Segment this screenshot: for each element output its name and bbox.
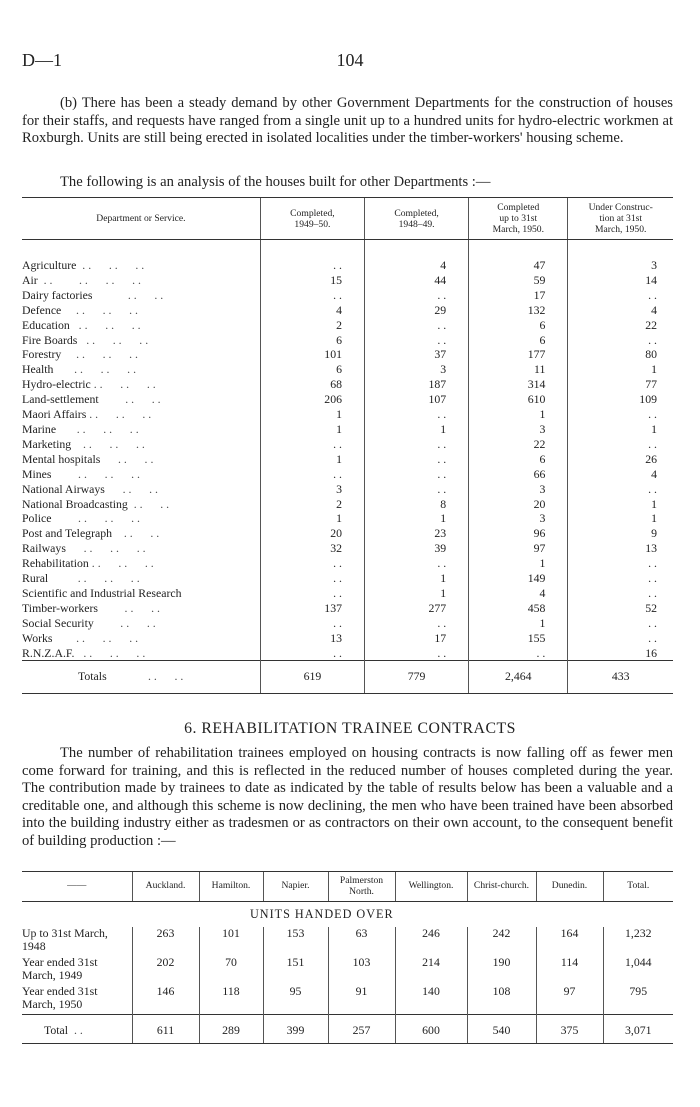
completed-1949-50-cell: 2 [260, 318, 364, 333]
completed-to-date-cell: 97 [469, 541, 568, 556]
department-name: Mental hospitals . . . . [22, 451, 154, 466]
table-row [22, 571, 673, 586]
table-row [22, 601, 673, 616]
under-construction-cell: 9 [568, 526, 673, 541]
completed-1949-50-cell: 3 [260, 482, 364, 497]
under-construction-cell: . . [568, 333, 673, 348]
completed-1948-49-cell: 4 [365, 240, 469, 273]
completed-to-date-cell: 17 [469, 288, 568, 303]
department-name: Scientific and Industrial Research [22, 585, 182, 600]
dunedin-cell: 114 [536, 956, 603, 985]
table-row [22, 985, 673, 1015]
total-christchurch: 540 [467, 1015, 536, 1044]
department-name: Land-settlement . . . . [22, 392, 161, 407]
department-name: Dairy factories . . . . [22, 287, 164, 302]
period-label: Up to 31st March, 1948 [22, 926, 108, 953]
table-row [22, 511, 673, 526]
completed-to-date-cell: 177 [469, 347, 568, 362]
completed-1949-50-cell: . . [260, 467, 364, 482]
department-name: Works . . . . . . [22, 630, 139, 645]
department-name: Timber-workers . . . . [22, 600, 160, 615]
subheading-row [22, 902, 673, 928]
paragraph-b [22, 95, 673, 148]
completed-to-date-cell: . . [469, 646, 568, 661]
col-header-completed-1948-49: Completed, 1948–49. [365, 198, 469, 240]
department-name: Hydro-electric . . . . . . [22, 377, 156, 392]
department-name: Post and Telegraph . . . . [22, 526, 160, 541]
completed-1949-50-cell: 1 [260, 452, 364, 467]
completed-to-date-cell: 96 [469, 526, 568, 541]
completed-1948-49-cell: . . [365, 482, 469, 497]
completed-1949-50-cell: 137 [260, 601, 364, 616]
completed-1948-49-cell: 29 [365, 303, 469, 318]
under-construction-cell: 16 [568, 646, 673, 661]
completed-1949-50-cell: 6 [260, 333, 364, 348]
auckland-cell: 263 [132, 927, 199, 956]
completed-1948-49-cell: 107 [365, 392, 469, 407]
table-row [22, 392, 673, 407]
table-row [22, 362, 673, 377]
hamilton-cell: 70 [199, 956, 263, 985]
totals-row [22, 661, 673, 694]
under-construction-cell: 14 [568, 273, 673, 288]
table-row [22, 273, 673, 288]
completed-1948-49-cell: 39 [365, 541, 469, 556]
department-name: Maori Affairs . . . . . . [22, 407, 152, 422]
under-construction-cell: 1 [568, 497, 673, 512]
completed-1948-49-cell: 1 [365, 511, 469, 526]
completed-to-date-cell: 1 [469, 616, 568, 631]
under-construction-cell: 80 [568, 347, 673, 362]
total-cell: 1,232 [603, 927, 673, 956]
completed-to-date-cell: 3 [469, 511, 568, 526]
completed-1949-50-cell: 1 [260, 422, 364, 437]
page-header [22, 50, 678, 74]
completed-1948-49-cell: . . [365, 288, 469, 303]
completed-to-date-cell: 47 [469, 240, 568, 273]
christchurch-cell: 108 [467, 985, 536, 1015]
total-1949-50: 619 [260, 661, 364, 694]
col-header-dunedin: Dunedin. [536, 872, 603, 902]
under-construction-cell: 77 [568, 377, 673, 392]
under-construction-cell: . . [568, 616, 673, 631]
total-to-date: 2,464 [469, 661, 568, 694]
table-row [22, 541, 673, 556]
completed-1948-49-cell: 44 [365, 273, 469, 288]
under-construction-cell: 1 [568, 362, 673, 377]
completed-to-date-cell: 4 [469, 586, 568, 601]
completed-1949-50-cell: 206 [260, 392, 364, 407]
hamilton-cell: 118 [199, 985, 263, 1015]
completed-1949-50-cell: . . [260, 571, 364, 586]
department-name: Police . . . . . . [22, 511, 140, 526]
table-row [22, 422, 673, 437]
totals-row [22, 1015, 673, 1044]
under-construction-cell: . . [568, 407, 673, 422]
total-wellington: 600 [395, 1015, 467, 1044]
under-construction-cell: 3 [568, 240, 673, 273]
completed-1949-50-cell: . . [260, 288, 364, 303]
auckland-cell: 146 [132, 985, 199, 1015]
col-header-blank: —— [22, 872, 132, 902]
completed-1948-49-cell: 1 [365, 571, 469, 586]
table-row [22, 927, 673, 956]
department-name: Marketing . . . . . . [22, 436, 145, 451]
col-header-hamilton: Hamilton. [199, 872, 263, 902]
table-row [22, 956, 673, 985]
total-dunedin: 375 [536, 1015, 603, 1044]
under-construction-cell: 26 [568, 452, 673, 467]
completed-to-date-cell: 1 [469, 556, 568, 571]
completed-to-date-cell: 6 [469, 333, 568, 348]
completed-1949-50-cell: . . [260, 240, 364, 273]
department-name: Health . . . . . . [22, 362, 137, 377]
table-row [22, 288, 673, 303]
dunedin-cell: 164 [536, 927, 603, 956]
completed-1949-50-cell: . . [260, 646, 364, 661]
table2-header-row [22, 872, 673, 902]
completed-to-date-cell: 155 [469, 631, 568, 646]
completed-1949-50-cell: 68 [260, 377, 364, 392]
department-name: Education . . . . . . [22, 317, 141, 332]
completed-to-date-cell: 59 [469, 273, 568, 288]
completed-1948-49-cell: 3 [365, 362, 469, 377]
completed-1949-50-cell: 1 [260, 511, 364, 526]
col-header-christchurch: Christ-church. [467, 872, 536, 902]
completed-to-date-cell: 22 [469, 437, 568, 452]
hamilton-cell: 101 [199, 927, 263, 956]
total-1948-49: 779 [365, 661, 469, 694]
col-header-palmerston-north: Palmerston North. [328, 872, 395, 902]
completed-1949-50-cell: . . [260, 586, 364, 601]
department-name: Marine . . . . . . [22, 421, 139, 436]
period-label: Year ended 31st March, 1949 [22, 955, 98, 982]
under-construction-cell: 13 [568, 541, 673, 556]
completed-1949-50-cell: . . [260, 556, 364, 571]
table-row [22, 407, 673, 422]
completed-to-date-cell: 1 [469, 407, 568, 422]
paragraph-rehabilitation-text: The number of rehabilitation trainees employed on housing contracts is now falling off as fewer men come forward for training, and this is reflected in the reduced number of houses completed during the year. The contribution made by trainees to date as indicated by the table of results below has been a valuable and a creditable one, and although this scheme is now declining, the men who have been trained have been absorbed into the building industry either as tradesmen or as contractors on their own account, to the consequent benefit of building production :— [22, 745, 673, 849]
table-row [22, 586, 673, 601]
table-row [22, 616, 673, 631]
completed-1949-50-cell: . . [260, 437, 364, 452]
table-row [22, 333, 673, 348]
completed-to-date-cell: 458 [469, 601, 568, 616]
col-header-under-construction: Under Construc- tion at 31st March, 1950. [568, 198, 673, 240]
total-auckland: 611 [132, 1015, 199, 1044]
under-construction-cell: . . [568, 631, 673, 646]
page-number: 104 [336, 50, 364, 70]
total-under-construction: 433 [568, 661, 673, 694]
completed-to-date-cell: 66 [469, 467, 568, 482]
completed-to-date-cell: 6 [469, 452, 568, 467]
table-row [22, 467, 673, 482]
department-name: Defence . . . . . . [22, 302, 138, 317]
completed-1949-50-cell: 6 [260, 362, 364, 377]
totals-label: Totals . . . . [22, 661, 260, 694]
table-row [22, 482, 673, 497]
auckland-cell: 202 [132, 956, 199, 985]
total-cell: 1,044 [603, 956, 673, 985]
paragraph-rehabilitation [22, 745, 673, 850]
completed-to-date-cell: 314 [469, 377, 568, 392]
completed-1949-50-cell: 4 [260, 303, 364, 318]
completed-to-date-cell: 149 [469, 571, 568, 586]
col-header-napier: Napier. [263, 872, 328, 902]
total-palmerston-north: 257 [328, 1015, 395, 1044]
completed-1948-49-cell: . . [365, 616, 469, 631]
completed-1948-49-cell: 1 [365, 422, 469, 437]
completed-1948-49-cell: . . [365, 556, 469, 571]
departments-houses-table [22, 197, 673, 694]
table-row [22, 303, 673, 318]
rehabilitation-units-table [22, 871, 673, 1044]
completed-1948-49-cell: . . [365, 333, 469, 348]
palmerston-north-cell: 63 [328, 927, 395, 956]
under-construction-cell: . . [568, 556, 673, 571]
completed-1949-50-cell: 13 [260, 631, 364, 646]
under-construction-cell: 52 [568, 601, 673, 616]
total-total: 3,071 [603, 1015, 673, 1044]
table-intro: The following is an analysis of the houses built for other Departments :— [60, 174, 491, 190]
under-construction-cell: 22 [568, 318, 673, 333]
christchurch-cell: 190 [467, 956, 536, 985]
total-napier: 399 [263, 1015, 328, 1044]
section-code: D—1 [22, 50, 62, 70]
total-cell: 795 [603, 985, 673, 1015]
napier-cell: 95 [263, 985, 328, 1015]
completed-1948-49-cell: 37 [365, 347, 469, 362]
under-construction-cell: 1 [568, 422, 673, 437]
totals-label: Total . . [22, 1015, 132, 1044]
completed-1949-50-cell: 15 [260, 273, 364, 288]
completed-1948-49-cell: 277 [365, 601, 469, 616]
table1-header-row [22, 198, 673, 240]
under-construction-cell: 4 [568, 467, 673, 482]
wellington-cell: 246 [395, 927, 467, 956]
completed-1948-49-cell: . . [365, 407, 469, 422]
col-header-department: Department or Service. [22, 198, 260, 240]
col-header-auckland: Auckland. [132, 872, 199, 902]
completed-to-date-cell: 11 [469, 362, 568, 377]
col-header-completed-to-date: Completed up to 31st March, 1950. [469, 198, 568, 240]
col-header-completed-1949-50: Completed, 1949–50. [260, 198, 364, 240]
completed-to-date-cell: 3 [469, 482, 568, 497]
completed-1948-49-cell: . . [365, 437, 469, 452]
completed-1948-49-cell: 23 [365, 526, 469, 541]
table-row [22, 646, 673, 661]
under-construction-cell: . . [568, 586, 673, 601]
completed-1948-49-cell: 17 [365, 631, 469, 646]
completed-1949-50-cell: 20 [260, 526, 364, 541]
wellington-cell: 214 [395, 956, 467, 985]
department-name: Social Security . . . . [22, 615, 156, 630]
department-name: R.N.Z.A.F. . . . . . . [22, 645, 146, 660]
completed-1949-50-cell: 32 [260, 541, 364, 556]
completed-1948-49-cell: . . [365, 467, 469, 482]
completed-to-date-cell: 6 [469, 318, 568, 333]
table-row [22, 437, 673, 452]
subheading: UNITS HANDED OVER [250, 907, 394, 921]
under-construction-cell: . . [568, 288, 673, 303]
department-name: Agriculture . . . . . . [22, 258, 145, 272]
completed-1948-49-cell: . . [365, 452, 469, 467]
palmerston-north-cell: 91 [328, 985, 395, 1015]
table-row [22, 377, 673, 392]
completed-1948-49-cell: 8 [365, 497, 469, 512]
completed-1948-49-cell: . . [365, 318, 469, 333]
table-row [22, 452, 673, 467]
completed-1949-50-cell: 101 [260, 347, 364, 362]
completed-1948-49-cell: 1 [365, 586, 469, 601]
completed-1948-49-cell: . . [365, 646, 469, 661]
department-name: Forestry . . . . . . [22, 347, 139, 362]
completed-1949-50-cell: . . [260, 616, 364, 631]
period-label: Year ended 31st March, 1950 [22, 984, 98, 1011]
col-header-total: Total. [603, 872, 673, 902]
table-row [22, 497, 673, 512]
total-hamilton: 289 [199, 1015, 263, 1044]
table-row [22, 318, 673, 333]
under-construction-cell: . . [568, 482, 673, 497]
department-name: Fire Boards . . . . . . [22, 332, 149, 347]
completed-1949-50-cell: 2 [260, 497, 364, 512]
department-name: Railways . . . . . . [22, 541, 146, 556]
wellington-cell: 140 [395, 985, 467, 1015]
under-construction-cell: . . [568, 437, 673, 452]
napier-cell: 151 [263, 956, 328, 985]
christchurch-cell: 242 [467, 927, 536, 956]
table-row [22, 347, 673, 362]
col-header-wellington: Wellington. [395, 872, 467, 902]
completed-to-date-cell: 20 [469, 497, 568, 512]
department-name: National Airways . . . . [22, 481, 158, 496]
under-construction-cell: 1 [568, 511, 673, 526]
under-construction-cell: 4 [568, 303, 673, 318]
paragraph-b-text: (b) There has been a steady demand by other Government Departments for the construction of houses for their staffs, and requests have ranged from a single unit up to a hundred units for hydro-electric workmen at Roxburgh. Units are still being erected in isolated localities under the timber-workers' housing scheme. [22, 95, 673, 146]
napier-cell: 153 [263, 927, 328, 956]
completed-1949-50-cell: 1 [260, 407, 364, 422]
completed-to-date-cell: 132 [469, 303, 568, 318]
under-construction-cell: 109 [568, 392, 673, 407]
dunedin-cell: 97 [536, 985, 603, 1015]
section-title: 6. REHABILITATION TRAINEE CONTRACTS [184, 720, 516, 737]
table-row [22, 526, 673, 541]
department-name: Air . . . . . . . . [22, 272, 141, 287]
department-name: Rehabilitation . . . . . . [22, 556, 154, 571]
table-row [22, 631, 673, 646]
completed-to-date-cell: 610 [469, 392, 568, 407]
table-row [22, 240, 673, 273]
palmerston-north-cell: 103 [328, 956, 395, 985]
department-name: National Broadcasting . . . . [22, 496, 170, 511]
completed-to-date-cell: 3 [469, 422, 568, 437]
under-construction-cell: . . [568, 571, 673, 586]
completed-1948-49-cell: 187 [365, 377, 469, 392]
table-row [22, 556, 673, 571]
department-name: Rural . . . . . . [22, 571, 140, 586]
department-name: Mines . . . . . . [22, 466, 140, 481]
